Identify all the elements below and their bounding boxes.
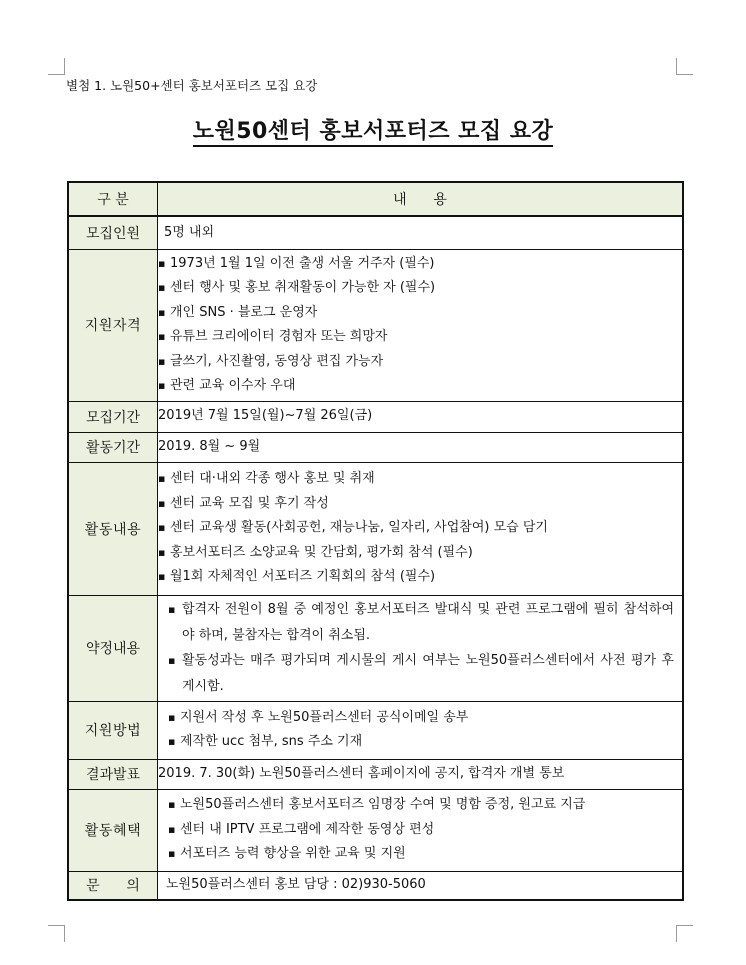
results-text: 2019. 7. 30(화) 노원50플러스센터 홈페이지에 공지, 합격자 개별 통보 bbox=[158, 765, 565, 781]
row-content bbox=[158, 249, 684, 401]
attachment-note: 별첨 1. 노원50+센터 홍보서포터즈 모집 요강 bbox=[66, 78, 318, 93]
list-item: ▪ 홍보서포터즈 소양교육 및 간담회, 평가회 참석 (필수) bbox=[158, 541, 682, 566]
row-content bbox=[158, 789, 684, 871]
list-item: ▪ 글쓰기, 사진촬영, 동영상 편집 가능자 bbox=[158, 350, 682, 375]
row-label: 약정내용 bbox=[68, 595, 158, 701]
list-item: ▪ 월1회 자체적인 서포터즈 기획회의 참석 (필수) bbox=[158, 565, 682, 590]
header-content: 내 용 bbox=[158, 182, 684, 216]
row-recruit-count bbox=[68, 216, 683, 249]
list-item: ▪ 서포터즈 능력 향상을 위한 교육 및 지원 bbox=[168, 842, 682, 867]
row-content bbox=[158, 432, 684, 462]
row-label: 활동내용 bbox=[68, 462, 158, 595]
list-item: ▪ 센터 교육 모집 및 후기 작성 bbox=[158, 492, 682, 517]
row-label: 지원자격 bbox=[68, 249, 158, 401]
list-item: ▪ 관련 교육 이수자 우대 bbox=[158, 374, 682, 399]
corner-mark-top-right bbox=[676, 58, 693, 75]
list-item: ▪ 노원50플러스센터 홍보서포터즈 임명장 수여 및 명함 증정, 원고료 지급 bbox=[168, 793, 682, 818]
contact-text: 노원50플러스센터 홍보 담당 : 02)930-5060 bbox=[166, 877, 426, 892]
list-item: ▪ 센터 교육생 활동(사회공헌, 재능나눔, 일자리, 사업참여) 모습 담기 bbox=[158, 516, 682, 541]
row-content bbox=[158, 701, 684, 759]
row-content bbox=[158, 462, 684, 595]
row-label: 모집기간 bbox=[68, 401, 158, 432]
row-label: 모집인원 bbox=[68, 216, 158, 249]
row-contact bbox=[68, 871, 683, 900]
list-item: ▪ 1973년 1월 1일 이전 출생 서울 거주자 (필수) bbox=[158, 252, 682, 277]
list-item: ▪ 센터 행사 및 홍보 취재활동이 가능한 자 (필수) bbox=[158, 276, 682, 301]
recruit-period-text: 2019년 7월 15일(월)~7월 26일(금) bbox=[158, 408, 373, 424]
list-item: ▪ 유튜브 크리에이터 경험자 또는 희망자 bbox=[158, 325, 682, 350]
row-content bbox=[158, 595, 684, 701]
row-agreement bbox=[68, 595, 683, 701]
corner-mark-top-left bbox=[48, 58, 65, 75]
row-activity-content bbox=[68, 462, 683, 595]
document-title bbox=[0, 114, 746, 145]
row-benefits bbox=[68, 789, 683, 871]
row-label: 문 의 bbox=[68, 871, 158, 900]
row-recruit-period bbox=[68, 401, 683, 432]
recruitment-table bbox=[67, 181, 684, 901]
row-content bbox=[158, 759, 684, 789]
row-content bbox=[158, 401, 684, 432]
row-qualifications bbox=[68, 249, 683, 401]
list-item: ▪ 센터 내 IPTV 프로그램에 제작한 동영상 편성 bbox=[168, 818, 682, 843]
list-item: ▪ 제작한 ucc 첨부, sns 주소 기재 bbox=[168, 730, 682, 755]
list-item: ▪ 센터 대·내외 각종 행사 홍보 및 취재 bbox=[158, 467, 682, 492]
document-title-text: 노원50센터 홍보서포터즈 모집 요강 bbox=[193, 119, 554, 147]
row-content bbox=[158, 871, 684, 900]
row-label: 결과발표 bbox=[68, 759, 158, 789]
corner-mark-bottom-right bbox=[676, 925, 693, 942]
corner-mark-bottom-left bbox=[48, 925, 65, 942]
list-item: ▪ 지원서 작성 후 노원50플러스센터 공식이메일 송부 bbox=[168, 706, 682, 731]
row-content bbox=[158, 216, 684, 249]
row-label: 지원방법 bbox=[68, 701, 158, 759]
list-item: ▪ 합격자 전원이 8월 중 예정인 홍보서포터즈 발대식 및 관련 프로그램에 필히 참석하여야 하며, 불참자는 합격이 취소됨. bbox=[168, 597, 674, 648]
table-header-row bbox=[68, 182, 683, 216]
header-category: 구 분 bbox=[68, 182, 158, 216]
activity-period-text: 2019. 8월 ~ 9월 bbox=[158, 438, 261, 454]
row-label: 활동기간 bbox=[68, 432, 158, 462]
row-label: 활동혜택 bbox=[68, 789, 158, 871]
row-application-method bbox=[68, 701, 683, 759]
list-item: ▪ 활동성과는 매주 평가되며 게시물의 게시 여부는 노원50플러스센터에서 사전 평가 후 게시함. bbox=[168, 648, 674, 699]
recruit-count-text: 5명 내외 bbox=[164, 224, 215, 240]
list-item: ▪ 개인 SNS · 블로그 운영자 bbox=[158, 301, 682, 326]
row-activity-period bbox=[68, 432, 683, 462]
row-results bbox=[68, 759, 683, 789]
